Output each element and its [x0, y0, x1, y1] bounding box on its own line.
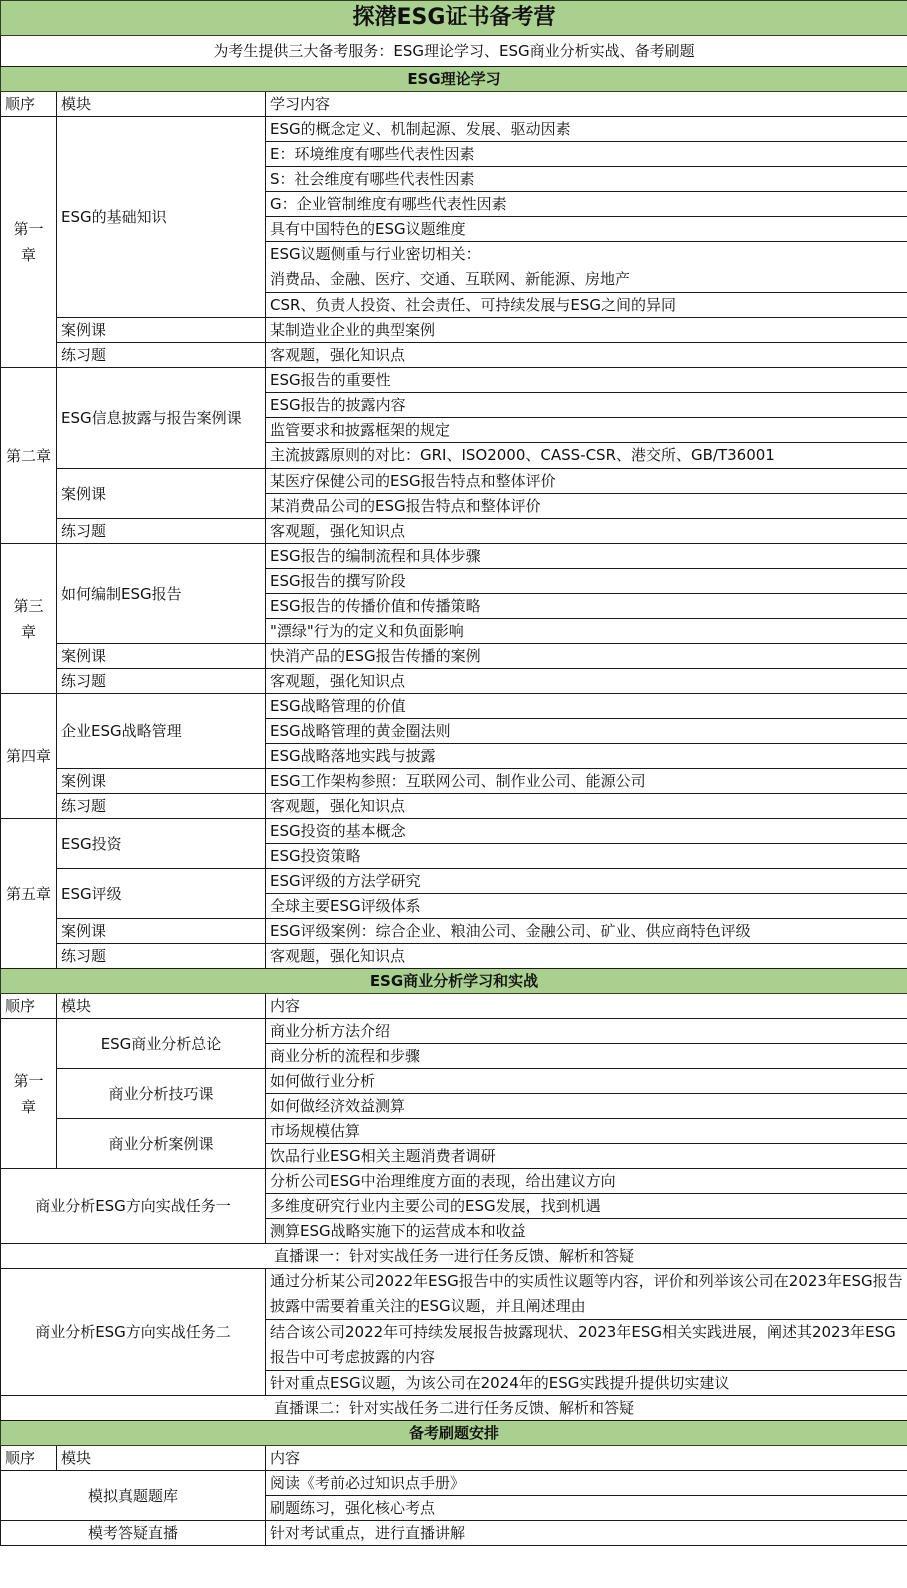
content-item: ESG投资的基本概念	[266, 819, 907, 844]
table-row	[1, 1119, 907, 1144]
chapter-label: 第四章	[1, 694, 57, 819]
content-item: 某医疗保健公司的ESG报告特点和整体评价	[266, 469, 907, 494]
content-item: 测算ESG战略实施下的运营成本和收益	[266, 1219, 907, 1244]
chapter-label: 第三 章	[1, 544, 57, 694]
task-module-name: 模拟真题题库	[1, 1471, 266, 1521]
chapter-label: 第一 章	[1, 1019, 57, 1169]
content-item: 某制造业企业的典型案例	[266, 318, 907, 343]
content-item: 饮品行业ESG相关主题消费者调研	[266, 1144, 907, 1169]
column-header: 顺序	[1, 994, 57, 1019]
content-item: 全球主要ESG评级体系	[266, 894, 907, 919]
column-header: 内容	[266, 994, 907, 1019]
module-name: 案例课	[57, 644, 266, 669]
table-row	[1, 1269, 907, 1320]
column-header-row	[1, 92, 907, 117]
content-item: 某消费品公司的ESG报告特点和整体评价	[266, 494, 907, 519]
content-item: ESG报告的重要性	[266, 368, 907, 393]
column-header: 模块	[57, 1446, 266, 1471]
module-name: 案例课	[57, 919, 266, 944]
subtitle-row	[1, 36, 907, 67]
module-name: ESG投资	[57, 819, 266, 869]
content-item: 客观题，强化知识点	[266, 794, 907, 819]
table-row	[1, 469, 907, 494]
table-row	[1, 1169, 907, 1194]
module-name: ESG评级	[57, 869, 266, 919]
column-header: 模块	[57, 92, 266, 117]
column-header-row	[1, 994, 907, 1019]
content-item: 如何做经济效益测算	[266, 1094, 907, 1119]
column-header: 学习内容	[266, 92, 907, 117]
table-row	[1, 1471, 907, 1496]
table-row	[1, 117, 907, 142]
content-item: ESG报告的编制流程和具体步骤	[266, 544, 907, 569]
content-item: ESG战略管理的黄金圈法则	[266, 719, 907, 744]
module-name: ESG信息披露与报告案例课	[57, 368, 266, 469]
content-item: 通过分析某公司2022年ESG报告中的实质性议题等内容，评价和列举该公司在2023年ESG报告披露中需要着重关注的ESG议题，并且阐述理由	[266, 1269, 907, 1320]
content-item: 具有中国特色的ESG议题维度	[266, 217, 907, 242]
module-name: 练习题	[57, 343, 266, 368]
live-session-row	[1, 1396, 907, 1421]
content-item: ESG评级的方法学研究	[266, 869, 907, 894]
content-item: E：环境维度有哪些代表性因素	[266, 142, 907, 167]
content-item: 刷题练习，强化核心考点	[266, 1496, 907, 1521]
task-module-name: 模考答疑直播	[1, 1521, 266, 1546]
content-item: 主流披露原则的对比：GRI、ISO2000、CASS-CSR、港交所、GB/T36001	[266, 443, 907, 469]
table-row	[1, 519, 907, 544]
content-item: G：企业管制维度有哪些代表性因素	[266, 192, 907, 217]
content-item: 结合该公司2022年可持续发展报告披露现状、2023年ESG相关实践进展，阐述其2023年ESG报告中可考虑披露的内容	[266, 1320, 907, 1371]
table-row	[1, 1521, 907, 1546]
module-name: 案例课	[57, 769, 266, 794]
title-row	[1, 1, 907, 36]
content-item: 阅读《考前必过知识点手册》	[266, 1471, 907, 1496]
module-name: 商业分析技巧课	[57, 1069, 266, 1119]
module-name: ESG商业分析总论	[57, 1019, 266, 1069]
table-row	[1, 318, 907, 343]
content-item: 如何做行业分析	[266, 1069, 907, 1094]
task-module-name: 商业分析ESG方向实战任务二	[1, 1269, 266, 1396]
page-subtitle: 为考生提供三大备考服务：ESG理论学习、ESG商业分析实战、备考刷题	[1, 36, 907, 67]
live-session-row	[1, 1244, 907, 1269]
section-title: 备考刷题安排	[1, 1421, 907, 1446]
module-name: 企业ESG战略管理	[57, 694, 266, 769]
column-header-row	[1, 1446, 907, 1471]
content-item: 快消产品的ESG报告传播的案例	[266, 644, 907, 669]
section-header-row	[1, 67, 907, 92]
content-item: ESG工作架构参照：互联网公司、制作业公司、能源公司	[266, 769, 907, 794]
table-row	[1, 944, 907, 969]
column-header: 模块	[57, 994, 266, 1019]
content-item: 客观题，强化知识点	[266, 669, 907, 694]
module-name: 案例课	[57, 318, 266, 343]
module-name: 练习题	[57, 519, 266, 544]
module-name: 商业分析案例课	[57, 1119, 266, 1169]
task-module-name: 商业分析ESG方向实战任务一	[1, 1169, 266, 1244]
section-header-row	[1, 1421, 907, 1446]
content-item: ESG报告的撰写阶段	[266, 569, 907, 594]
content-item: 客观题，强化知识点	[266, 343, 907, 368]
module-name: 练习题	[57, 794, 266, 819]
content-item: 商业分析的流程和步骤	[266, 1044, 907, 1069]
content-item: ESG的概念定义、机制起源、发展、驱动因素	[266, 117, 907, 142]
content-item: ESG战略管理的价值	[266, 694, 907, 719]
content-item: 多维度研究行业内主要公司的ESG发展，找到机遇	[266, 1194, 907, 1219]
section-header-row	[1, 969, 907, 994]
module-name: 练习题	[57, 669, 266, 694]
content-item: 分析公司ESG中治理维度方面的表现，给出建议方向	[266, 1169, 907, 1194]
live-session-text: 直播课二：针对实战任务二进行任务反馈、解析和答疑	[1, 1396, 907, 1421]
content-item: 针对重点ESG议题，为该公司在2024年的ESG实践提升提供切实建议	[266, 1371, 907, 1396]
module-name: 案例课	[57, 469, 266, 519]
content-item: ESG报告的传播价值和传播策略	[266, 594, 907, 619]
content-item: 针对考试重点，进行直播讲解	[266, 1521, 907, 1546]
section-title: ESG商业分析学习和实战	[1, 969, 907, 994]
content-item: 客观题，强化知识点	[266, 519, 907, 544]
content-item: S：社会维度有哪些代表性因素	[266, 167, 907, 192]
content-item: ESG报告的披露内容	[266, 393, 907, 418]
table-row	[1, 669, 907, 694]
content-item: 市场规模估算	[266, 1119, 907, 1144]
column-header: 顺序	[1, 1446, 57, 1471]
table-row	[1, 368, 907, 393]
table-row	[1, 919, 907, 944]
live-session-text: 直播课一：针对实战任务一进行任务反馈、解析和答疑	[1, 1244, 907, 1269]
content-item: ESG投资策略	[266, 844, 907, 869]
chapter-label: 第一 章	[1, 117, 57, 368]
content-item: ESG评级案例：综合企业、粮油公司、金融公司、矿业、供应商特色评级	[266, 919, 907, 944]
table-row	[1, 1019, 907, 1044]
module-name: ESG的基础知识	[57, 117, 266, 318]
content-item: "漂绿"行为的定义和负面影响	[266, 619, 907, 644]
table-row	[1, 644, 907, 669]
table-row	[1, 869, 907, 894]
table-row	[1, 769, 907, 794]
content-item: ESG议题侧重与行业密切相关： 消费品、金融、医疗、交通、互联网、新能源、房地产	[266, 242, 907, 293]
content-item: ESG战略落地实践与披露	[266, 744, 907, 769]
module-name: 练习题	[57, 944, 266, 969]
page-title: 探潜ESG证书备考营	[1, 1, 907, 36]
content-item: 监管要求和披露框架的规定	[266, 418, 907, 443]
column-header: 内容	[266, 1446, 907, 1471]
table-row	[1, 794, 907, 819]
table-row	[1, 1069, 907, 1094]
table-row	[1, 819, 907, 844]
content-item: CSR、负责人投资、社会责任、可持续发展与ESG之间的异同	[266, 293, 907, 318]
module-name: 如何编制ESG报告	[57, 544, 266, 644]
column-header: 顺序	[1, 92, 57, 117]
chapter-label: 第二章	[1, 368, 57, 544]
content-item: 客观题，强化知识点	[266, 944, 907, 969]
table-row	[1, 694, 907, 719]
table-row	[1, 343, 907, 368]
chapter-label: 第五章	[1, 819, 57, 969]
table-row	[1, 544, 907, 569]
section-title: ESG理论学习	[1, 67, 907, 92]
content-item: 商业分析方法介绍	[266, 1019, 907, 1044]
